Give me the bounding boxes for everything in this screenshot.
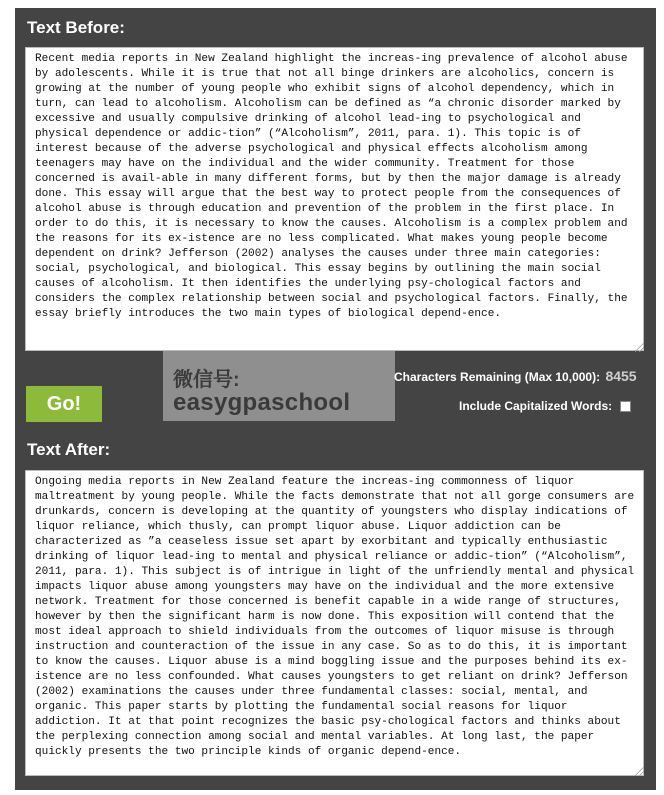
watermark-line-1: 微信号: xyxy=(173,369,240,391)
watermark xyxy=(163,351,395,421)
include-capitalized-option xyxy=(459,399,631,413)
characters-remaining-label: Characters Remaining (Max 10,000): xyxy=(394,370,601,384)
include-capitalized-checkbox[interactable] xyxy=(620,401,631,412)
text-after-output[interactable]: Ongoing media reports in New Zealand feature the increas-ing commonness of liquor maltreatment by young people. While the facts demonstrate that not all gorge consumers are drunkards, concern is developing at the quantity of youngsters who display indications of liquor reliance, which thusly, can prompt liquor abuse. Liquor addiction can be characterized as ”a ceaseless issue set apart by exorbitant and typically enthusiastic drinking of liquor lead-ing to mental and physical reliance or addic-tion” (“Alcoholism”, 2011, para. 1). This subject is of intrigue in light of the unfriendly mental and physical impacts liquor abuse among youngsters may have on the individual and the more extensive network. Treatment for those concerned is benefit capable in a wide range of structures, however by then the significant harm is now done. This exposition will contend that the most ideal approach to shield individuals from the outcomes of liquor misuse is through instruction and counteraction of the issue in any case. So as to do this, it is important to know the causes. Liquor abuse is a mind boggling issue and the purposes behind its ex-istence are no less confounded. What causes youngsters to get reliant on drink? Jefferson (2002) examinations the causes under three fundamental classes: social, mental, and organic. This paper starts by plotting the fundamental social reasons for liquor addiction. It at that point recognizes the basic psy-chological factors and thinks about the perplexing connection among social and mental variables. At long last, the paper quickly presents the two principle kinds of organic depend-ence. xyxy=(25,470,644,776)
characters-remaining-count: 8455 xyxy=(605,368,637,384)
text-before-input[interactable]: Recent media reports in New Zealand highlight the increas-ing prevalence of alcohol abuse by adolescents. While it is true that not all binge drinkers are alcoholics, concern is growing at the number of young people who exhibit signs of alcohol dependency, which in turn, can lead to alcoholism. Alcoholism can be defined as “a chronic disorder marked by excessive and usually compulsive drinking of alcohol lead-ing to psychological and physical dependence or addic-tion” (“Alcoholism”, 2011, para. 1). This topic is of interest because of the adverse psychological and physical effects alcoholism among teenagers may have on the individual and the wider community. Treatment for those concerned is avail-able in many different forms, but by then the major damage is already done. This essay will argue that the best way to protect people from the consequences of alcohol abuse is through education and prevention of the problem in the first place. In order to do this, it is necessary to know the causes. Alcoholism is a complex problem and the reasons for its ex-istence are no less complicated. What makes young people become dependent on drink? Jefferson (2002) analyses the causes under three main categories: social, psychological, and biological. This essay begins by outlining the main social causes of alcoholism. It then identifies the underlying psy-chological factors and considers the complex relationship between social and psychological factors. Finally, the essay briefly introduces the two main types of biological depend-ence. xyxy=(25,47,644,351)
resize-handle-icon[interactable] xyxy=(635,767,644,776)
resize-handle-icon[interactable] xyxy=(635,343,644,352)
include-capitalized-label: Include Capitalized Words: xyxy=(459,399,613,413)
text-after-heading: Text After: xyxy=(27,440,111,459)
watermark-line-2: easygpaschool xyxy=(173,389,351,416)
paraphraser-panel xyxy=(15,8,656,790)
go-button[interactable]: Go! xyxy=(26,386,102,422)
characters-remaining xyxy=(394,368,637,384)
text-before-heading: Text Before: xyxy=(27,18,125,37)
